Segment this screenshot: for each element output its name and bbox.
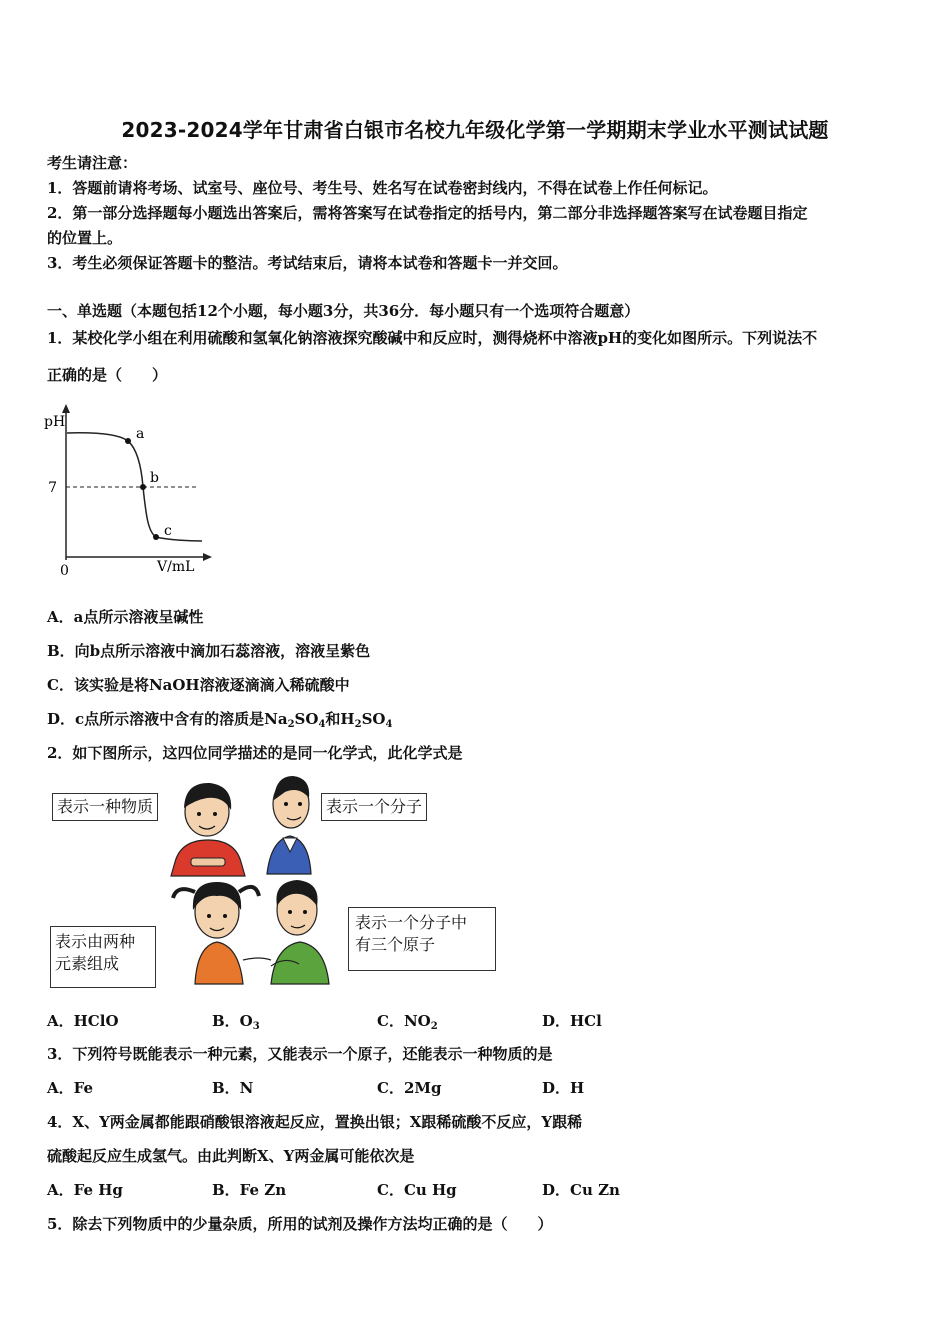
origin-label: 0 (60, 563, 69, 579)
notice-item-2-cont: 的位置上。 (47, 229, 123, 247)
girl-orange-shirt-illustration (173, 882, 271, 984)
q1-option-c: C．该实验是将NaOH溶液逐滴滴入稀硫酸中 (47, 676, 350, 694)
ph7-tick-label: 7 (48, 480, 57, 496)
y-axis-arrow (62, 404, 70, 413)
speech-bubble-molecule: 表示一个分子 (321, 793, 427, 821)
q3-stem: 3．下列符号既能表示一种元素，又能表示一个原子，还能表示一种物质的是 (47, 1045, 553, 1063)
q1-stem-line2: 正确的是（ ） (47, 366, 168, 384)
boy-green-shirt-illustration (271, 880, 329, 984)
q2-option-a: A．HClO (47, 1012, 119, 1030)
q3-option-b: B．N (212, 1079, 254, 1097)
q1-option-d: D．c点所示溶液中含有的溶质是$Na_2SO_4$和$H_2SO_4$ (47, 710, 393, 730)
point-c-label: c (164, 523, 172, 539)
q2-stem: 2．如下图所示，这四位同学描述的是同一化学式，此化学式是 (47, 744, 463, 762)
q2-option-b: B．$O_3$ (212, 1012, 260, 1032)
q3-option-d: D．H (542, 1079, 585, 1097)
x-axis-label: V/mL (157, 559, 195, 575)
point-c-marker (153, 534, 159, 540)
q3-option-a: A．Fe (47, 1079, 94, 1097)
q2-option-d: D．HCl (542, 1012, 602, 1030)
q1-option-b: B．向b点所示溶液中滴加石蕊溶液，溶液呈紫色 (47, 642, 371, 660)
x-axis-arrow (203, 553, 212, 561)
point-b-marker (140, 484, 146, 490)
speech-bubble-three-atoms: 表示一个分子中 有三个原子 (348, 907, 496, 971)
boy-red-shirt-illustration (171, 783, 245, 876)
notice-item-1: 1．答题前请将考场、试室号、座位号、考生号、姓名写在试卷密封线内，不得在试卷上作任何标记。 (47, 179, 718, 197)
ph-curve-figure (40, 400, 230, 580)
page-title: 2023-2024学年甘肃省白银市名校九年级化学第一学期期末学业水平测试试题 (121, 118, 829, 142)
boy-blue-shirt-illustration (267, 776, 311, 874)
section-heading: 一、单选题（本题包括12个小题，每小题3分，共36分．每小题只有一个选项符合题意） (47, 302, 640, 320)
q1-stem-line1: 1．某校化学小组在利用硫酸和氢氧化钠溶液探究酸碱中和反应时，测得烧杯中溶液pH的变化如图所示。下列说法不 (47, 329, 818, 347)
speech-bubble-two-elements: 表示由两种 元素组成 (50, 926, 156, 988)
point-b-label: b (150, 470, 159, 486)
q4-option-b: B．Fe Zn (212, 1181, 287, 1199)
y-axis-label: pH (44, 414, 66, 430)
point-a-label: a (136, 426, 145, 442)
notice-heading: 考生请注意： (47, 154, 138, 172)
q4-option-a: A．Fe Hg (47, 1181, 123, 1199)
q3-option-c: C．2Mg (377, 1079, 442, 1097)
notice-item-2: 2．第一部分选择题每小题选出答案后，需将答案写在试卷指定的括号内，第二部分非选择题答案写在试卷题目指定 (47, 204, 808, 222)
notice-item-3: 3．考生必须保证答题卡的整洁。考试结束后，请将本试卷和答题卡一并交回。 (47, 254, 568, 272)
q2-option-c: C．$NO_2$ (377, 1012, 438, 1032)
q4-stem-line1: 4．X、Y两金属都能跟硝酸银溶液起反应，置换出银；X跟稀硫酸不反应，Y跟稀 (47, 1113, 583, 1131)
point-a-marker (125, 438, 131, 444)
q4-option-c: C．Cu Hg (377, 1181, 457, 1199)
q4-option-d: D．Cu Zn (542, 1181, 620, 1199)
q1-option-a: A．a点所示溶液呈碱性 (47, 608, 204, 626)
q4-stem-line2: 硫酸起反应生成氢气。由此判断X、Y两金属可能依次是 (47, 1147, 415, 1165)
q5-stem: 5．除去下列物质中的少量杂质，所用的试剂及操作方法均正确的是（ ） (47, 1215, 553, 1233)
speech-bubble-substance: 表示一种物质 (52, 793, 158, 821)
